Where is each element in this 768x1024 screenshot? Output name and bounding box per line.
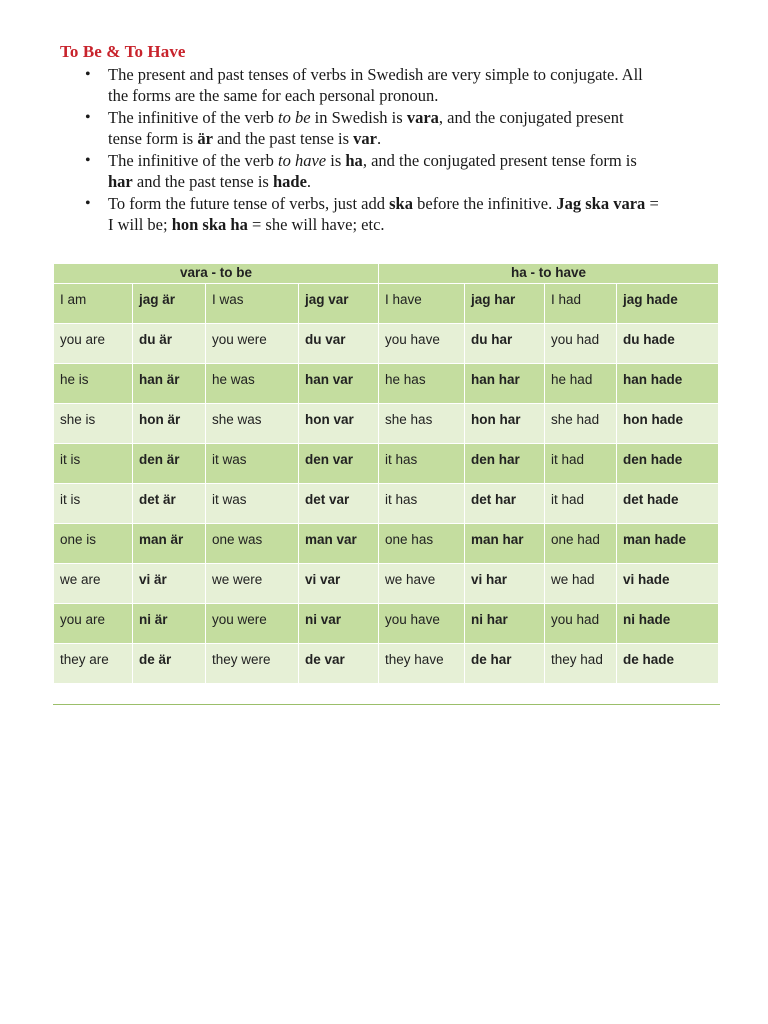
table-row <box>54 564 719 604</box>
english-form-cell: they had <box>545 644 617 684</box>
bullet-text: hade <box>272 172 307 191</box>
bullet-item <box>80 193 660 235</box>
english-form-cell: we are <box>54 564 133 604</box>
english-form-cell: I have <box>379 284 465 324</box>
swedish-form-cell: han hade <box>617 364 719 404</box>
english-form-cell: you have <box>379 324 465 364</box>
swedish-form-cell: vi hade <box>617 564 719 604</box>
bullet-text: before the infinitive. <box>412 194 557 213</box>
bullet-dot-icon: • <box>85 152 91 169</box>
swedish-form-cell: jag hade <box>617 284 719 324</box>
english-form-cell: one has <box>379 524 465 564</box>
english-form-cell: you had <box>545 604 617 644</box>
swedish-form-cell: hon var <box>299 404 379 444</box>
bullet-item <box>80 150 660 192</box>
table-bottom-edge <box>53 704 720 705</box>
table-row <box>54 644 719 684</box>
swedish-form-cell: man var <box>299 524 379 564</box>
english-form-cell: you were <box>206 324 299 364</box>
bullet-text: vara <box>406 108 439 127</box>
english-form-cell: I am <box>54 284 133 324</box>
table-row <box>54 444 719 484</box>
english-form-cell: he was <box>206 364 299 404</box>
bullet-item <box>80 64 660 106</box>
english-form-cell: it has <box>379 484 465 524</box>
swedish-form-cell: de är <box>133 644 206 684</box>
swedish-form-cell: de var <box>299 644 379 684</box>
bullet-text: to have <box>278 151 327 170</box>
bullet-item <box>80 107 660 149</box>
table-row <box>54 604 719 644</box>
english-form-cell: it is <box>54 484 133 524</box>
swedish-form-cell: du har <box>465 324 545 364</box>
bullet-list <box>80 64 660 236</box>
swedish-form-cell: hon har <box>465 404 545 444</box>
english-form-cell: they have <box>379 644 465 684</box>
english-form-cell: it is <box>54 444 133 484</box>
english-form-cell: it has <box>379 444 465 484</box>
english-form-cell: it was <box>206 484 299 524</box>
english-form-cell: we had <box>545 564 617 604</box>
english-form-cell: I had <box>545 284 617 324</box>
swedish-form-cell: du hade <box>617 324 719 364</box>
table-header-row <box>54 264 719 284</box>
swedish-form-cell: han var <box>299 364 379 404</box>
swedish-form-cell: man hade <box>617 524 719 564</box>
bullet-text: Jag ska vara <box>556 194 646 213</box>
bullet-text: = I will be; <box>108 194 659 234</box>
bullet-text: is <box>326 151 346 170</box>
bullet-text: . <box>306 172 312 191</box>
swedish-form-cell: den är <box>133 444 206 484</box>
english-form-cell: he had <box>545 364 617 404</box>
table-row <box>54 324 719 364</box>
bullet-text: var <box>353 129 377 148</box>
bullet-text: in Swedish is <box>310 108 407 127</box>
bullet-dot-icon: • <box>85 195 91 212</box>
english-form-cell: they were <box>206 644 299 684</box>
header-vara: vara - to be <box>54 264 379 284</box>
english-form-cell: one is <box>54 524 133 564</box>
swedish-form-cell: ni var <box>299 604 379 644</box>
swedish-form-cell: den var <box>299 444 379 484</box>
swedish-form-cell: de har <box>465 644 545 684</box>
bullet-text: , and the conjugated present tense form is <box>362 151 637 170</box>
bullet-text: to be <box>278 108 311 127</box>
swedish-form-cell: de hade <box>617 644 719 684</box>
english-form-cell: he is <box>54 364 133 404</box>
swedish-form-cell: vi är <box>133 564 206 604</box>
bullet-text: , and the conjugated present tense form is <box>108 108 624 148</box>
bullet-text: The infinitive of the verb <box>108 151 278 170</box>
english-form-cell: he has <box>379 364 465 404</box>
bullet-text: The present and past tenses of verbs in Swedish are very simple to conjugate. All the forms are the same for each personal pronoun. <box>108 65 643 105</box>
swedish-form-cell: det är <box>133 484 206 524</box>
bullet-text: har <box>108 172 133 191</box>
english-form-cell: it had <box>545 484 617 524</box>
english-form-cell: she was <box>206 404 299 444</box>
swedish-form-cell: man har <box>465 524 545 564</box>
english-form-cell: I was <box>206 284 299 324</box>
swedish-form-cell: hon är <box>133 404 206 444</box>
swedish-form-cell: jag var <box>299 284 379 324</box>
english-form-cell: you are <box>54 604 133 644</box>
english-form-cell: one had <box>545 524 617 564</box>
table-row <box>54 524 719 564</box>
swedish-form-cell: det har <box>465 484 545 524</box>
bullet-dot-icon: • <box>85 109 91 126</box>
swedish-form-cell: han har <box>465 364 545 404</box>
bullet-text: ha <box>345 151 363 170</box>
bullet-text: hon ska ha <box>171 215 248 234</box>
bullet-text: and the past tense is <box>132 172 273 191</box>
bullet-text: To form the future tense of verbs, just add <box>108 194 390 213</box>
swedish-form-cell: man är <box>133 524 206 564</box>
english-form-cell: we have <box>379 564 465 604</box>
english-form-cell: we were <box>206 564 299 604</box>
swedish-form-cell: jag är <box>133 284 206 324</box>
swedish-form-cell: det var <box>299 484 379 524</box>
english-form-cell: it was <box>206 444 299 484</box>
bullet-text: and the past tense is <box>212 129 354 148</box>
english-form-cell: they are <box>54 644 133 684</box>
swedish-form-cell: du var <box>299 324 379 364</box>
table-row <box>54 364 719 404</box>
swedish-form-cell: ni har <box>465 604 545 644</box>
english-form-cell: she has <box>379 404 465 444</box>
bullet-text: ska <box>389 194 413 213</box>
english-form-cell: you had <box>545 324 617 364</box>
table-row <box>54 484 719 524</box>
swedish-form-cell: vi var <box>299 564 379 604</box>
conjugation-table <box>53 263 719 684</box>
english-form-cell: she had <box>545 404 617 444</box>
swedish-form-cell: ni är <box>133 604 206 644</box>
table-row <box>54 404 719 444</box>
swedish-form-cell: den hade <box>617 444 719 484</box>
swedish-form-cell: den har <box>465 444 545 484</box>
english-form-cell: one was <box>206 524 299 564</box>
english-form-cell: you are <box>54 324 133 364</box>
bullet-text: The infinitive of the verb <box>108 108 278 127</box>
table-row <box>54 284 719 324</box>
bullet-dot-icon: • <box>85 66 91 83</box>
english-form-cell: you have <box>379 604 465 644</box>
swedish-form-cell: du är <box>133 324 206 364</box>
swedish-form-cell: han är <box>133 364 206 404</box>
page-title: To Be & To Have <box>60 42 186 61</box>
header-ha: ha - to have <box>379 264 719 284</box>
english-form-cell: she is <box>54 404 133 444</box>
swedish-form-cell: hon hade <box>617 404 719 444</box>
swedish-form-cell: jag har <box>465 284 545 324</box>
bullet-text: är <box>197 129 213 148</box>
bullet-text: = she will have; etc. <box>247 215 385 234</box>
bullet-text: . <box>376 129 382 148</box>
swedish-form-cell: ni hade <box>617 604 719 644</box>
english-form-cell: you were <box>206 604 299 644</box>
swedish-form-cell: vi har <box>465 564 545 604</box>
english-form-cell: it had <box>545 444 617 484</box>
swedish-form-cell: det hade <box>617 484 719 524</box>
